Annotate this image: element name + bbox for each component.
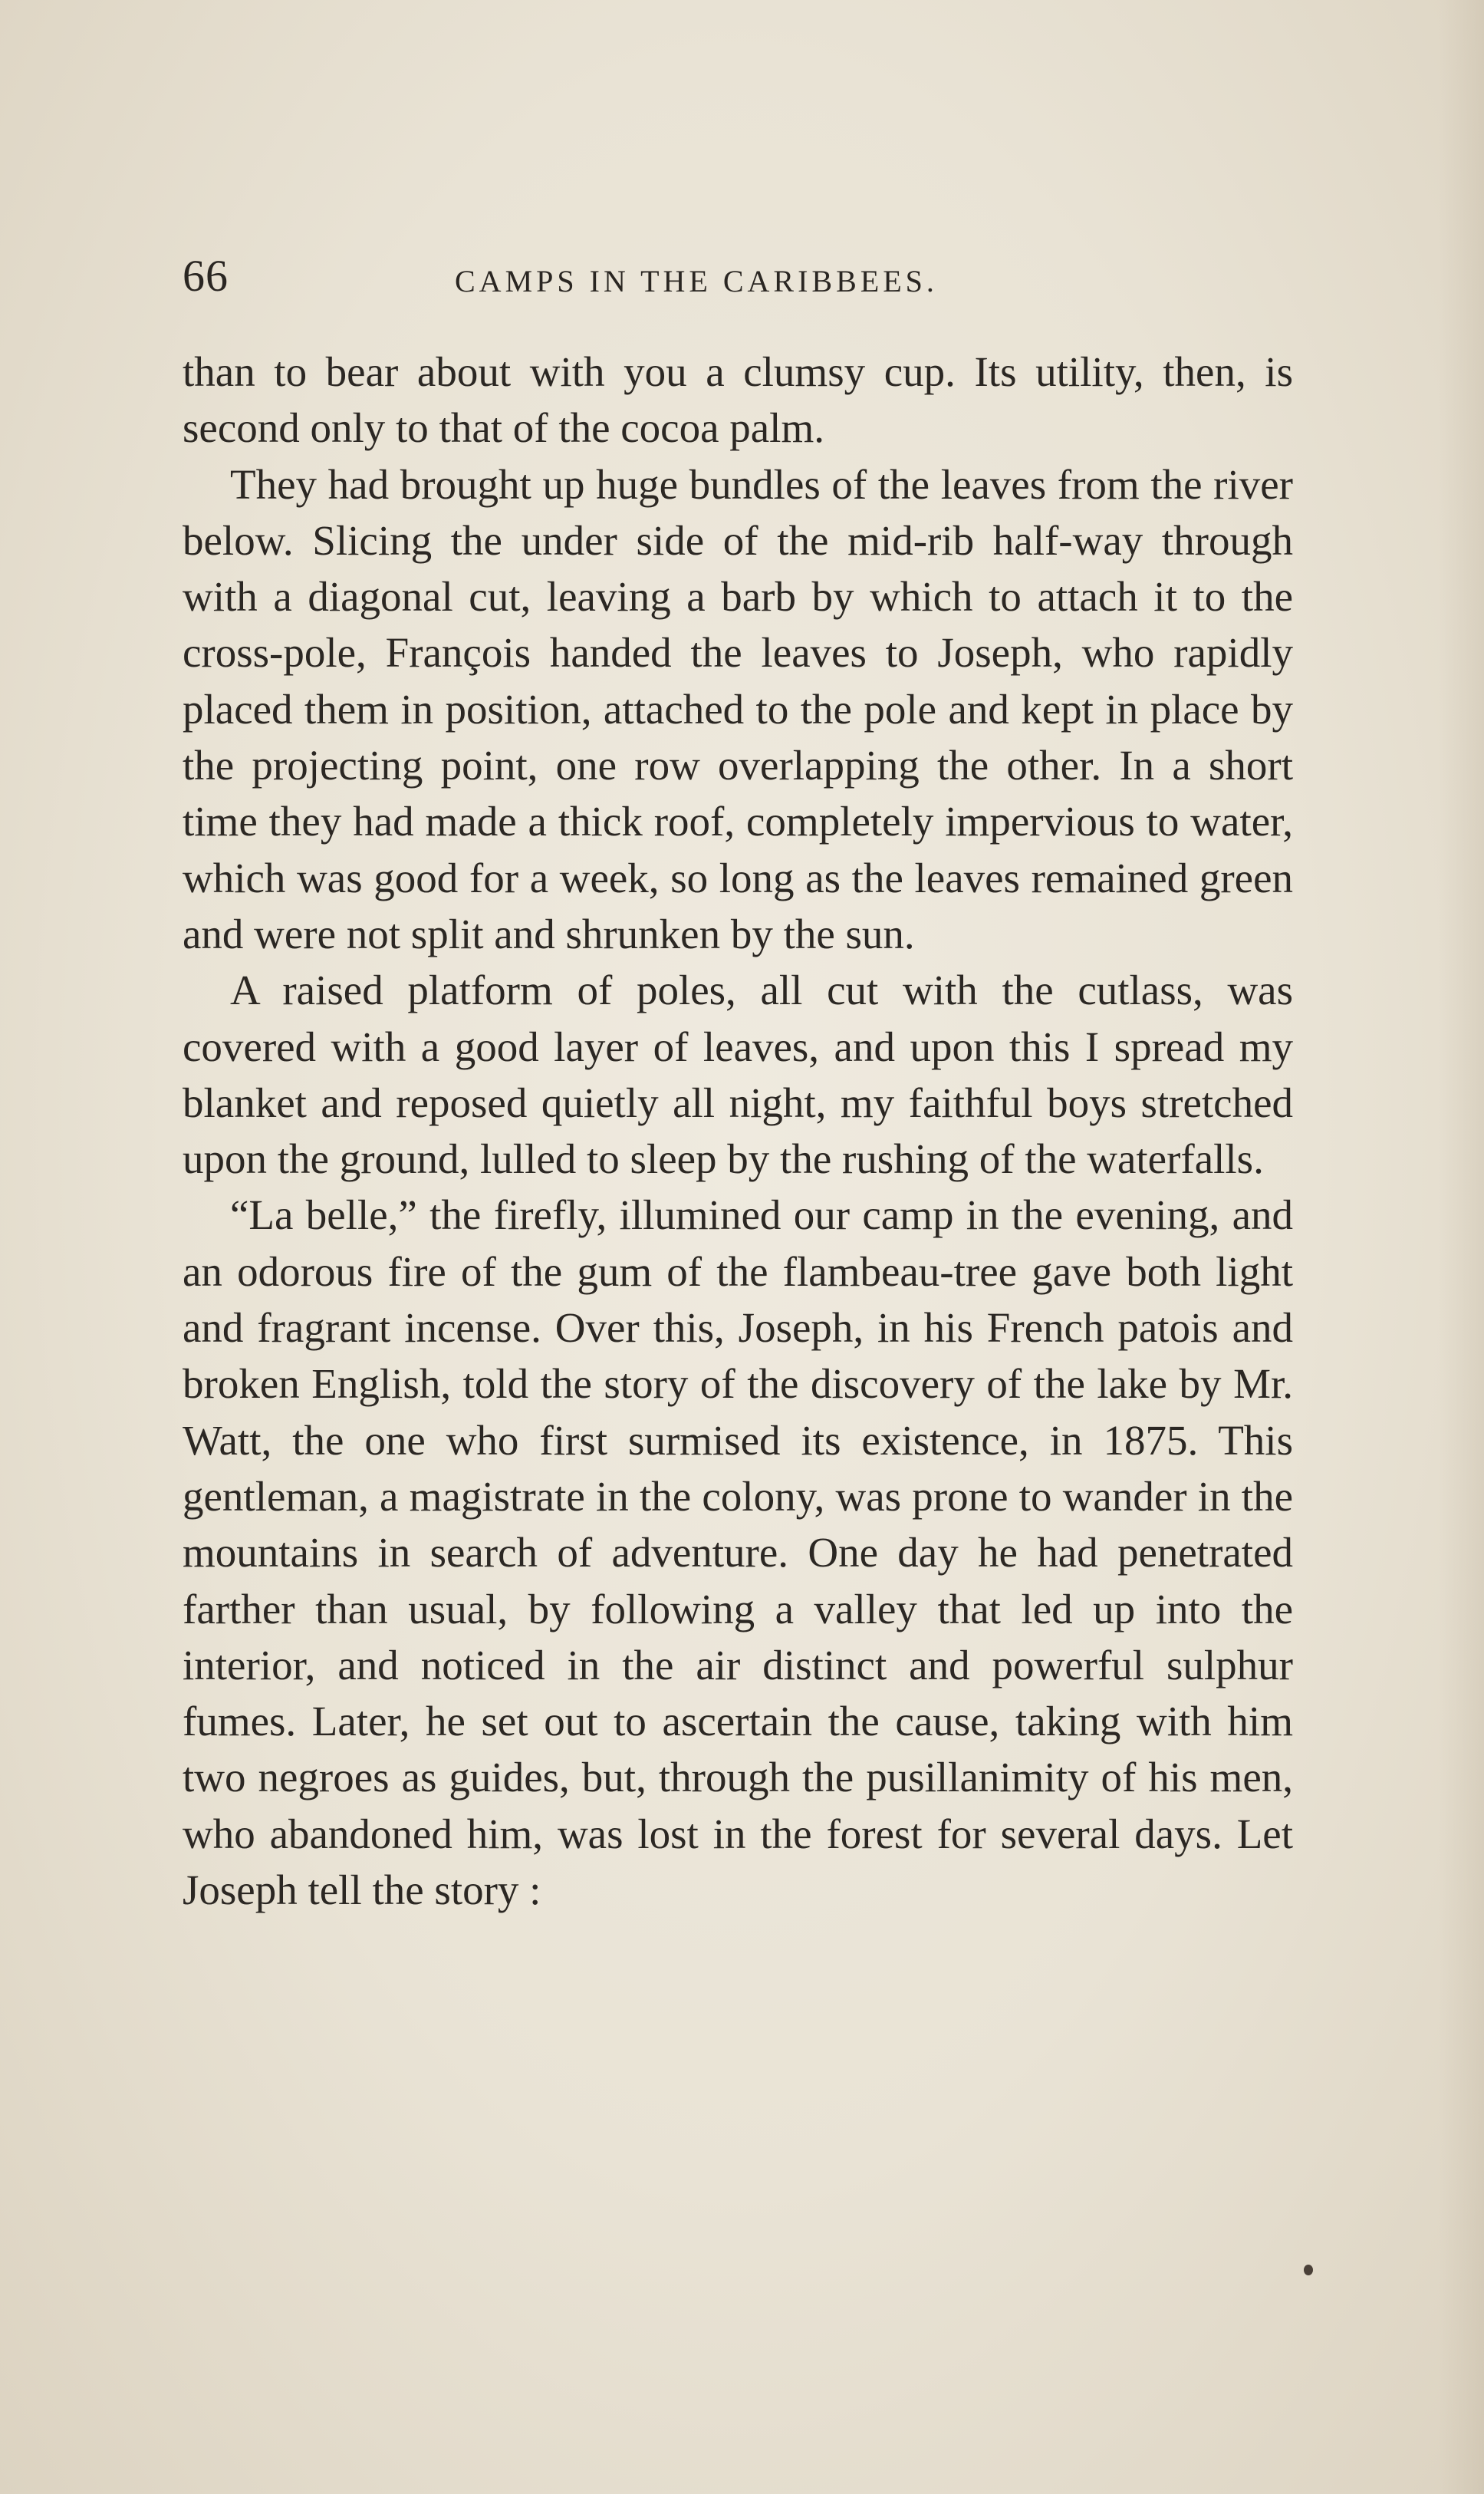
ink-speck — [1304, 2265, 1313, 2275]
paragraph-platform: A raised platform of poles, all cut with the cutlass, was covered with a good layer of leaves, and upon this I spread my blanket and reposed quietly all night, my faithful boys stretched upon the ground, lulled to sleep by the rushing of the waterfalls. — [183, 967, 1293, 1183]
text-body — [183, 344, 1293, 1918]
paragraph-firefly-story: “La belle,” the firefly, illumined our camp in the evening, and an odorous fire of the gum of the flambeau-tree gave both light and fragrant incense. Over this, Joseph, in his French patois and broken English, told the story of the discovery of the lake by Mr. Watt, the one who first surmised its existence, in 1875. This gentleman, a magistrate in the colony, was prone to wander in the mountains in search of adventure. One day he had penetrated farther than usual, by following a valley that led up into the interior, and noticed in the air distinct and powerful sulphur fumes. Later, he set out to ascertain the cause, taking with him two negroes as guides, but, through the pusillanimity of his men, who abandoned him, was lost in the forest for several days. Let Joseph tell the story : — [183, 1191, 1293, 1914]
running-title: CAMPS IN THE CARIBBEES. — [455, 264, 938, 298]
page-number: 66 — [183, 251, 229, 301]
running-head — [183, 247, 1293, 308]
paragraph-continuation: than to bear about with you a clumsy cup. Its utility, then, is second only to that of the cocoa palm. — [183, 348, 1293, 452]
paragraph-leaves-roof: They had brought up huge bundles of the leaves from the river below. Slicing the under side of the mid-rib half-way through with a diagonal cut, leaving a barb by which to attach it to the cross-pole, François handed the leaves to Joseph, who rapidly placed them in position, attached to the pole and kept in place by the projecting point, one row overlapping the other. In a short time they had made a thick roof, completely impervious to water, which was good for a week, so long as the leaves remained green and were not split and shrunken by the sun. — [183, 460, 1293, 957]
